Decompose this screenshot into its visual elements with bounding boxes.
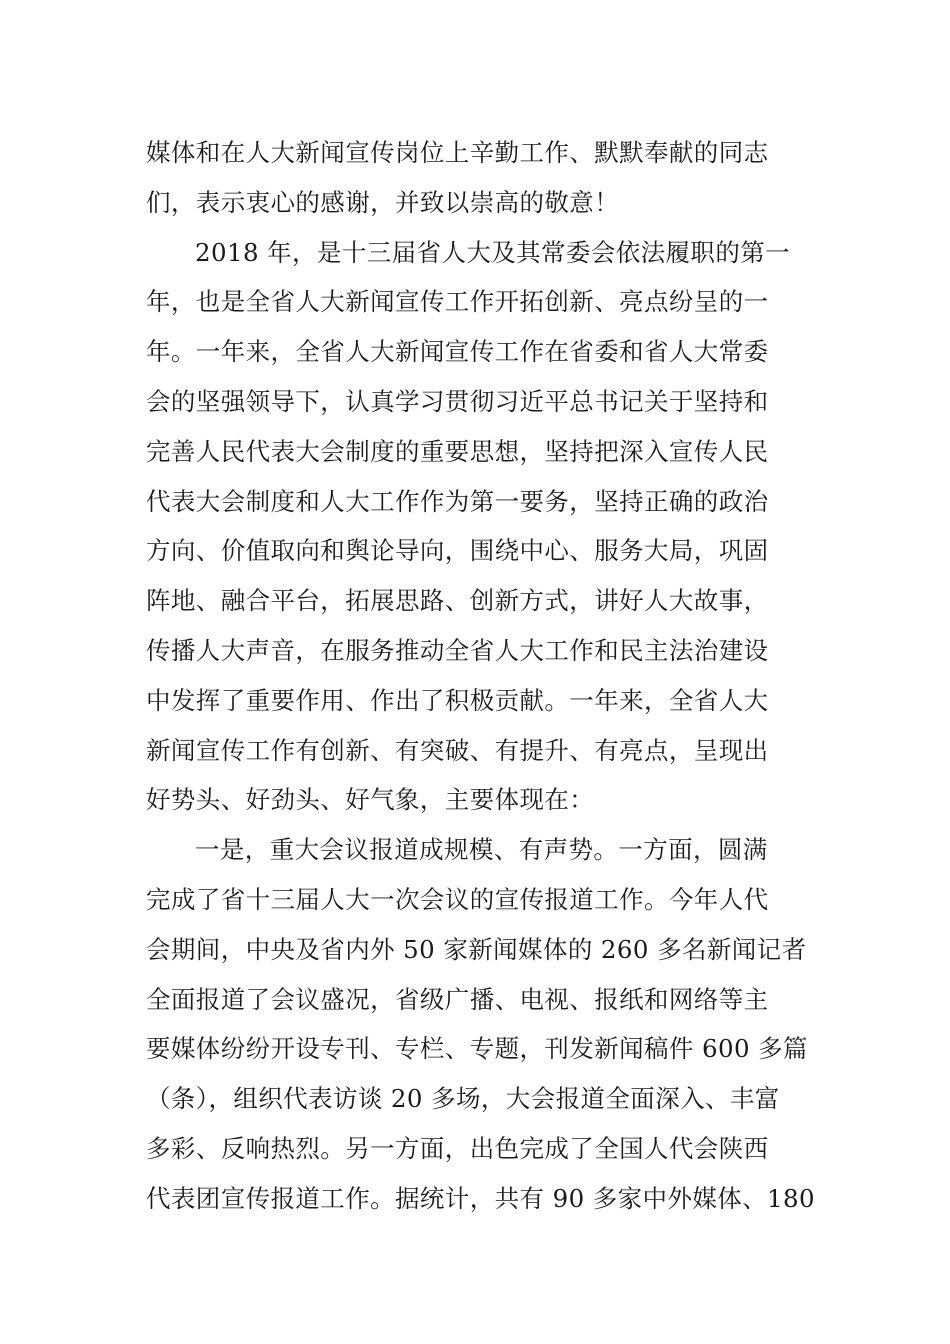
text-line-8: 代表大会制度和人大工作作为第一要务，坚持正确的政治: [146, 486, 769, 516]
text-line-13: 新闻宣传工作有创新、有突破、有提升、有亮点，呈现出: [146, 735, 769, 765]
text-line-3: 2018 年，是十三届省人大及其常委会依法履职的第一: [195, 237, 791, 267]
text-line-5: 年。一年来，全省人大新闻宣传工作在省委和省人大常委: [146, 337, 769, 367]
text-line-11: 传播人大声音，在服务推动全省人大工作和民主法治建设: [146, 635, 769, 665]
text-line-20: （条），组织代表访谈 20 多场，大会报道全面深入、丰富: [146, 1084, 780, 1114]
text-line-22: 代表团宣传报道工作。据统计，共有 90 多家中外媒体、180: [146, 1183, 816, 1213]
text-line-12: 中发挥了重要作用、作出了积极贡献。一年来，全省人大: [146, 685, 769, 715]
text-line-16: 完成了省十三届人大一次会议的宣传报道工作。今年人代: [146, 884, 769, 914]
text-line-17: 会期间，中央及省内外 50 家新闻媒体的 260 多名新闻记者: [146, 934, 807, 964]
text-line-6: 会的坚强领导下，认真学习贯彻习近平总书记关于坚持和: [146, 386, 769, 416]
text-line-9: 方向、价值取向和舆论导向，围绕中心、服务大局，巩固: [146, 536, 769, 566]
text-line-18: 全面报道了会议盛况，省级广播、电视、报纸和网络等主: [146, 984, 769, 1014]
body-text: [146, 128, 816, 1224]
text-line-7: 完善人民代表大会制度的重要思想，坚持把深入宣传人民: [146, 436, 769, 466]
text-line-1: 媒体和在人大新闻宣传岗位上辛勤工作、默默奉献的同志: [146, 138, 769, 167]
text-line-2: 们，表示衷心的感谢，并致以崇高的敬意！: [146, 187, 620, 217]
text-line-19: 要媒体纷纷开设专刊、专栏、专题，刊发新闻稿件 600 多篇: [146, 1034, 808, 1064]
text-line-14: 好势头、好劲头、好气象，主要体现在：: [146, 785, 595, 815]
text-line-15: 一是，重大会议报道成规模、有声势。一方面，圆满: [195, 835, 768, 865]
text-line-21: 多彩、反响热烈。另一方面，出色完成了全国人代会陕西: [146, 1133, 769, 1163]
text-line-10: 阵地、融合平台，拓展思路、创新方式，讲好人大故事，: [146, 586, 769, 616]
text-line-4: 年，也是全省人大新闻宣传工作开拓创新、亮点纷呈的一: [146, 287, 769, 317]
